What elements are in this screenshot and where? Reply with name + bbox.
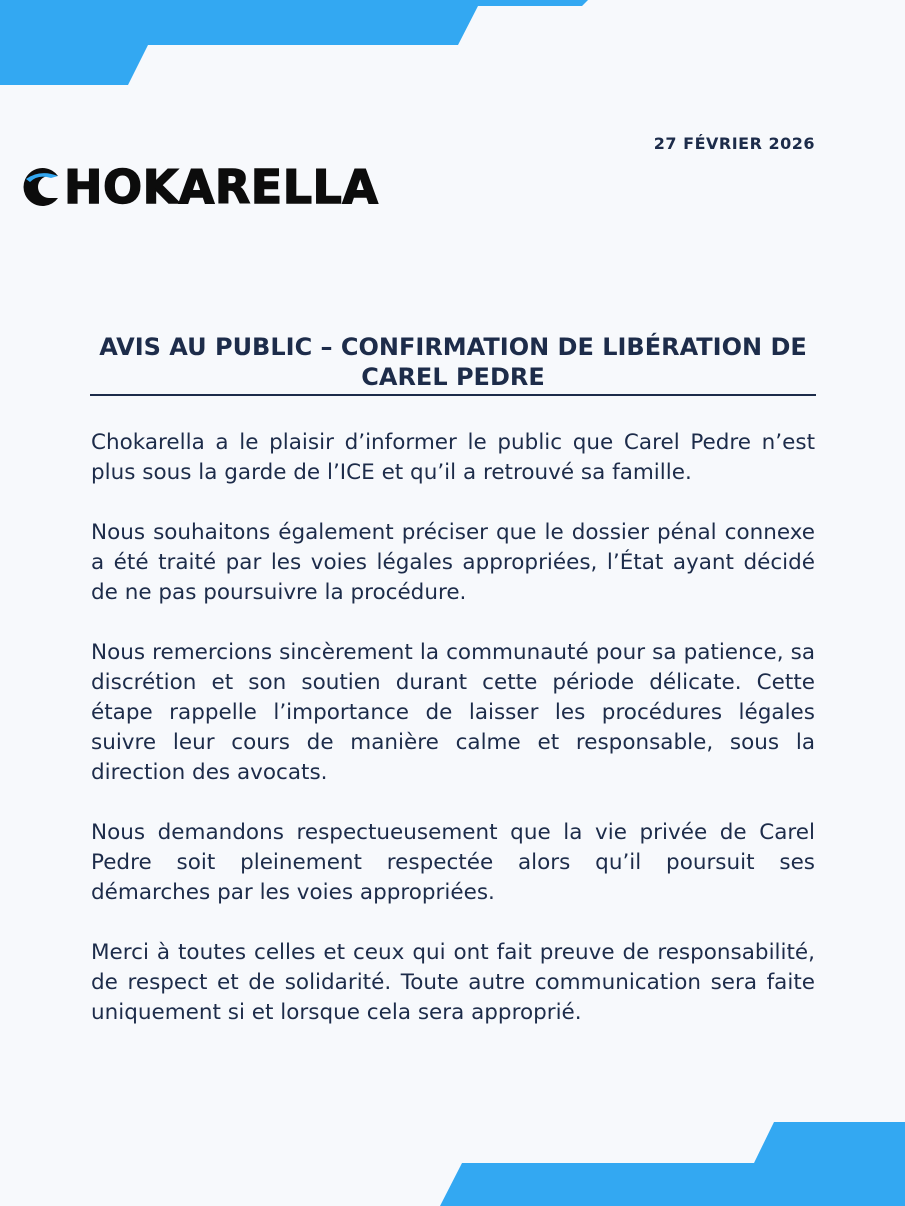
paragraph-closing: Merci à toutes celles et ceux qui ont fait preuve de responsabilité, de respect et de solidarité. Toute autre communication sera faite uniquement si et lorsque cela sera approprié. bbox=[91, 940, 815, 1025]
notice-body bbox=[91, 428, 815, 1058]
paragraph-privacy-request: Nous demandons respectueusement que la vie privée de Carel Pedre soit pleinement respectée alors qu’il poursuit ses démarches par les voies appropriées. bbox=[91, 820, 815, 905]
paragraph-release-confirmation: Chokarella a le plaisir d’informer le public que Carel Pedre n’est plus sous la garde de l’ICE et qu’il a retrouvé sa famille. bbox=[91, 430, 815, 485]
top-stripe-upper bbox=[0, 0, 588, 45]
logo-wordmark: HOKARELLA bbox=[64, 160, 379, 214]
notice-title-block bbox=[90, 332, 816, 396]
stylized-c-logo-icon bbox=[18, 165, 65, 209]
bottom-stripe-lower bbox=[440, 1163, 905, 1206]
top-stripe-lower bbox=[0, 45, 148, 85]
notice-title: AVIS AU PUBLIC – CONFIRMATION DE LIBÉRATION DE CAREL PEDRE bbox=[99, 333, 807, 391]
paragraph-thanks-community: Nous remercions sincèrement la communauté pour sa patience, sa discrétion et son soutien durant cette période délicate. Cette étape rappelle l’importance de laisser les procédures légales suivre leur cours de manière calme et responsable, sous la direction des avocats. bbox=[91, 640, 815, 785]
bottom-stripe-upper bbox=[754, 1122, 905, 1163]
chokarella-logo bbox=[18, 162, 378, 212]
notice-date: 27 FÉVRIER 2026 bbox=[653, 134, 815, 153]
paragraph-legal-case: Nous souhaitons également préciser que le dossier pénal connexe a été traité par les voies légales appropriées, l’État ayant décidé de ne pas poursuivre la procédure. bbox=[91, 520, 815, 605]
